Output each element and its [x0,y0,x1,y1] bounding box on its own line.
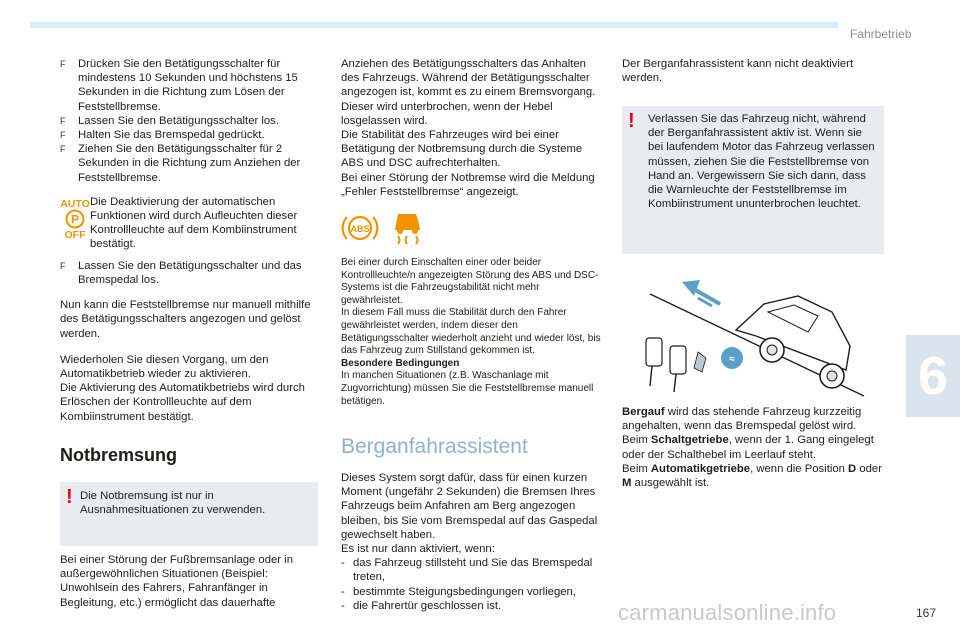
bullet-item: F Lassen Sie den Betätigungsschalter und das Bremspedal los. [60,259,302,287]
bullet-marker-icon: F [60,59,66,69]
page-number: 167 [916,606,937,620]
dsc-skid-icon [395,214,420,244]
list-item: - bestimmte Steigungsbedingungen vorliegen, [341,585,576,598]
warning-box [60,482,318,546]
auto-off-warning-icon [60,195,90,239]
paragraph: Die Aktivierung des Automatikbetriebs wird durch Erlöschen der Kontrollleuchte auf dem Kombiinstrument bestätigt. [60,382,305,423]
watermark: carmanualsonline.info [618,600,837,625]
note-heading: Besondere Bedingungen [341,357,460,369]
paragraph: Dieses System sorgt dafür, dass für einen kurzen Moment (ungefähr 2 Sekunden) die Bremsen Ihres Fahrzeugs beim Anfahren am Berg angezogen bleiben, bis Sie vom Bremspedal auf das Gaspedal gewechselt haben. [341,472,598,541]
list-item: - das Fahrzeug stillsteht und Sie das Bremspedal treten, [341,557,593,584]
hill-start-illustration [636,262,880,402]
note-text: Bei einer durch Einschalten einer oder beider Kontrollleuchte/n angezeigten Störung des ABS und DSC-Systems ist die Fahrzeugstabilität nicht mehr gewährleistet. [341,257,599,306]
paragraph: Wiederholen Sie diesen Vorgang, um den Automatikbetrieb wieder zu aktivieren. [60,353,269,381]
abs-notes [341,257,603,408]
auto-off-text: Die Deaktivierung der automatischen Funktionen wird durch Aufleuchten dieser Kontrollleuchte auf dem Kombiinstrument bestätigt. [90,195,298,251]
abs-icon [343,217,378,239]
list-item: - die Fahrertür geschlossen ist. [341,599,502,612]
section-heading-berganfahrassistent: Berganfahrassistent [341,435,528,458]
section-heading-notbremsung: Notbremsung [60,444,177,465]
column-3-lower [622,405,884,490]
svg-text:AUTO: AUTO [60,197,90,210]
column-1 [60,57,322,466]
paragraph: Bergauf wird das stehende Fahrzeug kurzzeitig angehalten, wenn das Bremspedal gelöst wird. [622,406,862,433]
bullet-marker-icon: F [60,115,66,126]
svg-text:≈: ≈ [729,354,735,365]
motion-arrow-icon [682,280,720,306]
note-text: In manchen Situationen (z.B. Waschanlage mit Zugvorrichtung) müssen Sie die Feststellbremse manuell betätigen. [341,370,594,407]
svg-text:OFF: OFF [64,228,86,239]
bullet-item: F Drücken Sie den Betätigungsschalter für mindestens 10 Sekunden und höchstens 15 Sekunden in die Richtung zum Lösen der Feststellbremse. [60,58,298,113]
paragraph: Nun kann die Feststellbremse nur manuell mithilfe des Betätigungsschalters angezogen und gelöst werden. [60,299,311,340]
paragraph: Die Stabilität des Fahrzeuges wird bei einer Betätigung der Notbremsung durch die Systeme ABS und DSC aufrechterhalten. [341,129,583,170]
bullet-item: F Lassen Sie den Betätigungsschalter los. [60,114,279,127]
bullet-item: F Halten Sie das Bremspedal gedrückt. [60,129,265,142]
section-title: Fahrbetrieb [850,27,912,41]
bullet-marker-icon: F [60,144,66,155]
hill-assist-icon [721,347,743,369]
chapter-tab: 6 [906,335,960,417]
paragraph: Es ist nur dann aktiviert, wenn: [341,543,495,556]
abs-dsc-warning-icons [340,208,432,246]
bullet-marker-icon: F [60,260,66,271]
column-2 [341,57,603,199]
bullet-item: F Ziehen Sie den Betätigungsschalter für 2 Sekunden in die Richtung zum Anziehen der Feststellbremse. [60,143,301,184]
paragraph: Bei einer Störung der Fußbremsanlage oder in außergewöhnlichen Situationen (Beispiel: Unwohlsein des Fahrers, Fahranfänger in Begleitung, etc.) ermöglicht das dauerhafte [60,554,293,609]
column-2-lower [341,471,603,613]
bullet-marker-icon: F [60,130,66,141]
paragraph: Beim Automatikgetriebe, wenn die Position D oder M ausgewählt ist. [622,462,882,490]
paragraph: Beim Schaltgetriebe, wenn der 1. Gang eingelegt oder der Schalthebel im Leerlauf steht. [622,434,874,461]
pedals-icon [646,338,706,392]
exclamation-icon: ! [628,110,635,132]
svg-text:P: P [70,212,80,227]
note-text: In diesem Fall muss die Stabilität durch den Fahrer gewährleistet werden, indem dieser den Betätigungsschalter wiederholt anzieht und wieder löst, bis das Fahrzeug zum Stillstand gekommen ist. [341,307,601,357]
warning-text: Verlassen Sie das Fahrzeug nicht, während der Berganfahrassistent aktiv ist. Wenn sie bei laufendem Motor das Fahrzeug verlassen müssen, ziehen Sie die Feststellbremse von Hand an. Vergewissern Sie sich dann, dass die Warnleuchte der Feststellbremse im Kombiinstrument ununterbrochen leuchtet. [648,113,875,211]
paragraph: Bei einer Störung der Notbremse wird die Meldung „Fehler Feststellbremse“ angezeigt. [341,171,595,198]
svg-text:ABS: ABS [350,224,370,234]
paragraph: Anziehen des Betätigungsschalters das Anhalten des Fahrzeugs. Während der Betätigungsschalter angezogen ist, kommt es zu einem Bremsvorgang. Dieser wird unterbrochen, wenn der Hebel losgelassen wird. [341,58,596,127]
header-bar [30,22,838,28]
paragraph: Der Berganfahrassistent kann nicht deaktiviert werden. [622,58,854,85]
warning-box [622,106,884,254]
car-outline [736,296,850,388]
exclamation-icon: ! [66,486,73,508]
warning-text: Die Notbremsung ist nur in Ausnahmesituationen zu verwenden. [80,490,266,517]
auto-off-block [60,195,322,253]
